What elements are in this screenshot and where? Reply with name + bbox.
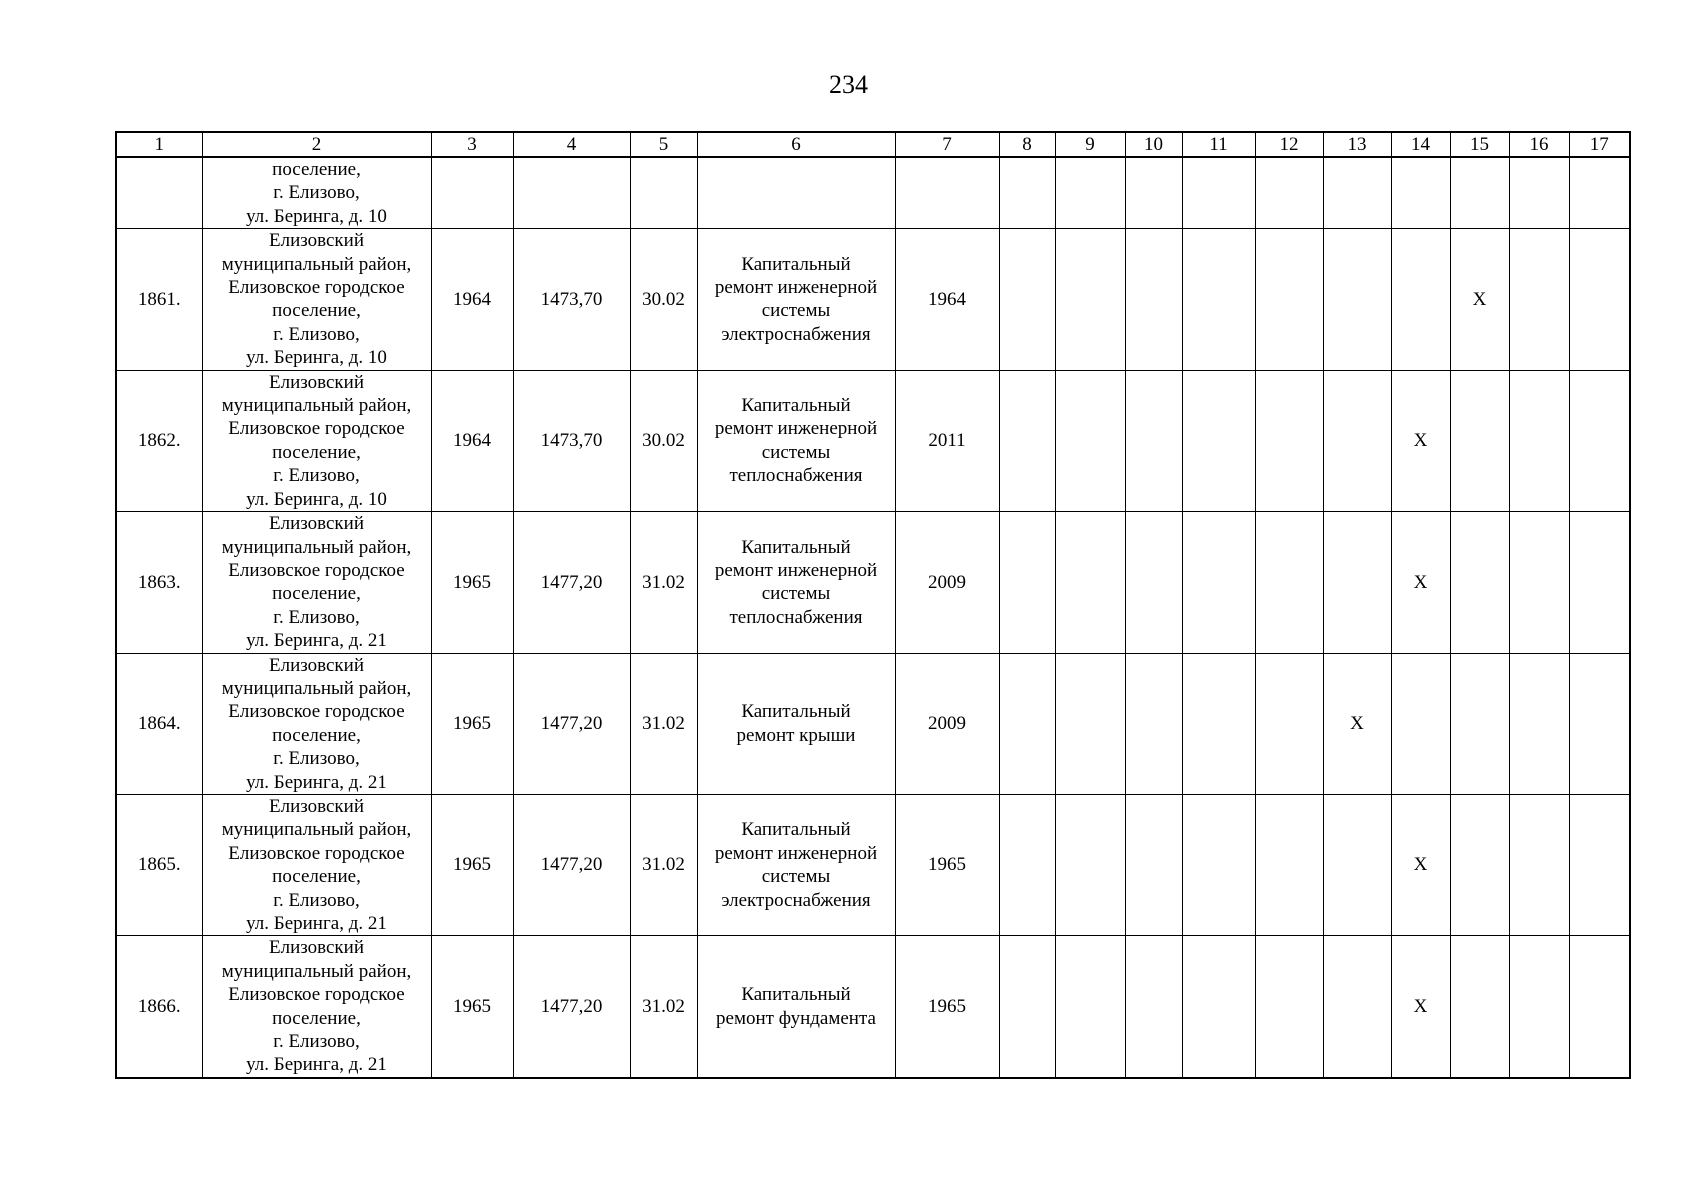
empty-cell xyxy=(999,229,1055,370)
empty-cell xyxy=(1055,229,1125,370)
empty-cell xyxy=(1055,936,1125,1078)
row-number-cell: 1861. xyxy=(116,229,202,370)
empty-cell xyxy=(1509,512,1569,653)
year-built-cell: 1964 xyxy=(431,229,513,370)
table-row xyxy=(116,370,1630,511)
empty-cell xyxy=(999,512,1055,653)
mark-cell: X xyxy=(1391,936,1450,1078)
table-row xyxy=(116,229,1630,370)
table-row xyxy=(116,512,1630,653)
address-cell: Елизовский муниципальный район, Елизовское городское поселение, г. Елизово, ул. Беринга, д. 10 xyxy=(202,370,431,511)
empty-cell xyxy=(1450,794,1509,935)
empty-cell xyxy=(1055,512,1125,653)
empty-cell xyxy=(1509,229,1569,370)
year-built-cell: 1965 xyxy=(431,794,513,935)
column-number-header: 4 xyxy=(513,132,630,157)
area-cell: 1473,70 xyxy=(513,229,630,370)
empty-cell xyxy=(1509,370,1569,511)
empty-cell xyxy=(1125,157,1182,229)
mark-cell: X xyxy=(1391,512,1450,653)
empty-cell xyxy=(1391,229,1450,370)
work-type-cell: Капитальный ремонт крыши xyxy=(697,653,895,794)
wear-cell: 31.02 xyxy=(630,653,697,794)
empty-cell xyxy=(431,157,513,229)
empty-cell xyxy=(1450,370,1509,511)
column-number-header: 12 xyxy=(1255,132,1323,157)
address-cell: поселение, г. Елизово, ул. Беринга, д. 10 xyxy=(202,157,431,229)
empty-cell xyxy=(1182,512,1255,653)
empty-cell xyxy=(630,157,697,229)
row-number-cell: 1866. xyxy=(116,936,202,1078)
empty-cell xyxy=(1450,936,1509,1078)
empty-cell xyxy=(1509,794,1569,935)
empty-cell xyxy=(1569,794,1630,935)
empty-cell xyxy=(1323,157,1391,229)
empty-cell xyxy=(1391,653,1450,794)
empty-cell xyxy=(1255,229,1323,370)
empty-cell xyxy=(1450,512,1509,653)
empty-cell xyxy=(1323,370,1391,511)
column-number-header: 11 xyxy=(1182,132,1255,157)
empty-cell xyxy=(999,157,1055,229)
address-cell: Елизовский муниципальный район, Елизовское городское поселение, г. Елизово, ул. Беринга, д. 21 xyxy=(202,512,431,653)
column-number-header: 2 xyxy=(202,132,431,157)
empty-cell xyxy=(1125,936,1182,1078)
column-number-header: 3 xyxy=(431,132,513,157)
table-row xyxy=(116,936,1630,1078)
work-type-cell: Капитальный ремонт инженерной системы теплоснабжения xyxy=(697,370,895,511)
empty-cell xyxy=(1569,936,1630,1078)
empty-cell xyxy=(1569,370,1630,511)
column-number-header: 5 xyxy=(630,132,697,157)
column-number-header: 14 xyxy=(1391,132,1450,157)
empty-cell xyxy=(1509,936,1569,1078)
mark-cell: X xyxy=(1391,794,1450,935)
empty-cell xyxy=(1182,653,1255,794)
work-year-cell: 2011 xyxy=(895,370,999,511)
row-number-cell xyxy=(116,157,202,229)
year-built-cell: 1965 xyxy=(431,653,513,794)
empty-cell xyxy=(1569,653,1630,794)
empty-cell xyxy=(1125,229,1182,370)
wear-cell: 31.02 xyxy=(630,512,697,653)
address-cell: Елизовский муниципальный район, Елизовское городское поселение, г. Елизово, ул. Беринга, д. 21 xyxy=(202,936,431,1078)
empty-cell xyxy=(1125,653,1182,794)
empty-cell xyxy=(1569,512,1630,653)
mark-cell: X xyxy=(1323,653,1391,794)
area-cell: 1477,20 xyxy=(513,512,630,653)
year-built-cell: 1965 xyxy=(431,936,513,1078)
empty-cell xyxy=(1055,653,1125,794)
empty-cell xyxy=(999,653,1055,794)
work-year-cell: 2009 xyxy=(895,512,999,653)
column-number-header: 17 xyxy=(1569,132,1630,157)
column-number-header: 8 xyxy=(999,132,1055,157)
empty-cell xyxy=(999,370,1055,511)
area-cell: 1477,20 xyxy=(513,936,630,1078)
empty-cell xyxy=(1125,794,1182,935)
column-number-header: 13 xyxy=(1323,132,1391,157)
empty-cell xyxy=(1125,370,1182,511)
year-built-cell: 1964 xyxy=(431,370,513,511)
empty-cell xyxy=(1323,229,1391,370)
address-cell: Елизовский муниципальный район, Елизовское городское поселение, г. Елизово, ул. Беринга, д. 21 xyxy=(202,653,431,794)
empty-cell xyxy=(1182,936,1255,1078)
table-row xyxy=(116,794,1630,935)
empty-cell xyxy=(697,157,895,229)
work-type-cell: Капитальный ремонт фундамента xyxy=(697,936,895,1078)
empty-cell xyxy=(1569,229,1630,370)
empty-cell xyxy=(1182,794,1255,935)
empty-cell xyxy=(1569,157,1630,229)
empty-cell xyxy=(1182,229,1255,370)
column-number-header-row xyxy=(116,132,1630,157)
row-number-cell: 1865. xyxy=(116,794,202,935)
area-cell: 1473,70 xyxy=(513,370,630,511)
row-number-cell: 1862. xyxy=(116,370,202,511)
row-number-cell: 1863. xyxy=(116,512,202,653)
table-row xyxy=(116,653,1630,794)
empty-cell xyxy=(895,157,999,229)
page-number: 234 xyxy=(829,70,868,99)
work-year-cell: 1965 xyxy=(895,794,999,935)
wear-cell: 31.02 xyxy=(630,936,697,1078)
column-number-header: 1 xyxy=(116,132,202,157)
empty-cell xyxy=(1323,512,1391,653)
empty-cell xyxy=(1182,370,1255,511)
address-cell: Елизовский муниципальный район, Елизовское городское поселение, г. Елизово, ул. Беринга, д. 21 xyxy=(202,794,431,935)
empty-cell xyxy=(1255,157,1323,229)
empty-cell xyxy=(1323,794,1391,935)
column-number-header: 9 xyxy=(1055,132,1125,157)
work-type-cell: Капитальный ремонт инженерной системы электроснабжения xyxy=(697,794,895,935)
empty-cell xyxy=(1255,653,1323,794)
address-cell: Елизовский муниципальный район, Елизовское городское поселение, г. Елизово, ул. Беринга, д. 10 xyxy=(202,229,431,370)
column-number-header: 6 xyxy=(697,132,895,157)
empty-cell xyxy=(513,157,630,229)
column-number-header: 15 xyxy=(1450,132,1509,157)
wear-cell: 30.02 xyxy=(630,229,697,370)
empty-cell xyxy=(1055,370,1125,511)
empty-cell xyxy=(1509,157,1569,229)
empty-cell xyxy=(1255,512,1323,653)
work-year-cell: 2009 xyxy=(895,653,999,794)
empty-cell xyxy=(1509,653,1569,794)
mark-cell: X xyxy=(1450,229,1509,370)
column-number-header: 7 xyxy=(895,132,999,157)
empty-cell xyxy=(1255,794,1323,935)
empty-cell xyxy=(1255,370,1323,511)
empty-cell xyxy=(1323,936,1391,1078)
area-cell: 1477,20 xyxy=(513,794,630,935)
mark-cell: X xyxy=(1391,370,1450,511)
continuation-row xyxy=(116,157,1630,229)
wear-cell: 31.02 xyxy=(630,794,697,935)
empty-cell xyxy=(1055,157,1125,229)
work-type-cell: Капитальный ремонт инженерной системы теплоснабжения xyxy=(697,512,895,653)
column-number-header: 10 xyxy=(1125,132,1182,157)
empty-cell xyxy=(1125,512,1182,653)
column-number-header: 16 xyxy=(1509,132,1569,157)
year-built-cell: 1965 xyxy=(431,512,513,653)
row-number-cell: 1864. xyxy=(116,653,202,794)
work-type-cell: Капитальный ремонт инженерной системы электроснабжения xyxy=(697,229,895,370)
repair-register-table xyxy=(115,131,1631,1079)
empty-cell xyxy=(1182,157,1255,229)
empty-cell xyxy=(1055,794,1125,935)
empty-cell xyxy=(1450,653,1509,794)
empty-cell xyxy=(1450,157,1509,229)
empty-cell xyxy=(999,794,1055,935)
empty-cell xyxy=(1255,936,1323,1078)
work-year-cell: 1964 xyxy=(895,229,999,370)
area-cell: 1477,20 xyxy=(513,653,630,794)
empty-cell xyxy=(999,936,1055,1078)
work-year-cell: 1965 xyxy=(895,936,999,1078)
wear-cell: 30.02 xyxy=(630,370,697,511)
empty-cell xyxy=(1391,157,1450,229)
